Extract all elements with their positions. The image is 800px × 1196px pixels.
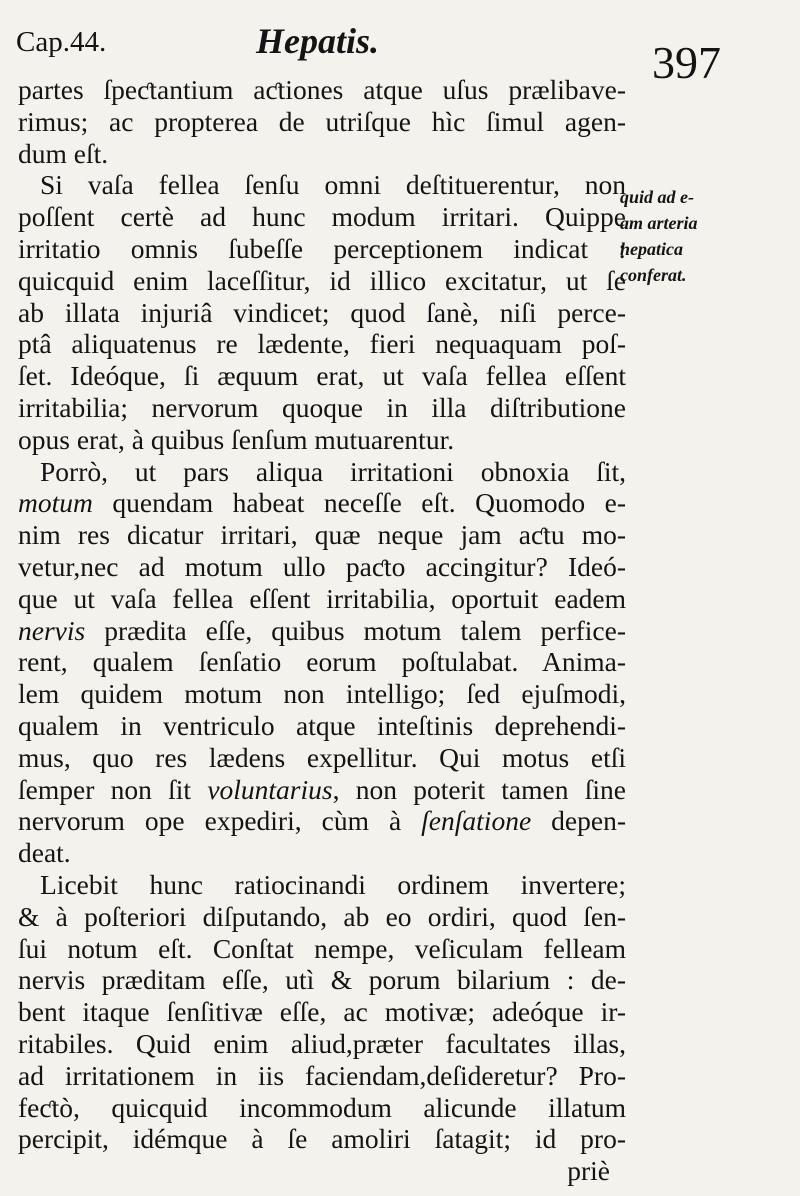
- text-line: feƈtò, quicquid incommodum alicunde illatum: [18, 1091, 626, 1123]
- text-line: rimus; ac propterea de utriſque hìc ſimul agen-: [18, 105, 626, 137]
- text-line: irritabilia; nervorum quoque in illa diſtributione: [18, 391, 626, 423]
- text-span: prædita eſſe, quibus motum talem perfice-: [85, 614, 626, 646]
- text-line: nervis præditam eſſe, utì & porum bilarium : de-: [18, 964, 626, 996]
- catchword: priè: [567, 1155, 610, 1187]
- margin-note-line: conferat.: [620, 265, 687, 285]
- text-line: [18, 615, 626, 647]
- text-span: quendam habeat neceſſe eſt. Quomodo e-: [92, 487, 626, 519]
- text-line: Licebit hunc ratiocinandi ordinem invertere;: [40, 868, 626, 900]
- text-line: partes ſpeƈtantium aƈtiones atque uſus prælibave-: [18, 74, 626, 105]
- text-span: nervorum ope expediri, cùm à: [18, 805, 422, 837]
- italic-word: motum: [18, 487, 93, 519]
- text-line: ritabiles. Quid enim aliud,præter facultates illas,: [18, 1027, 626, 1059]
- text-span: ſemper non ſit: [18, 773, 208, 805]
- text-line: ſui notum eſt. Conſtat nempe, veſiculam felleam: [18, 932, 626, 964]
- text-line: Porrò, ut pars aliqua irritationi obnoxia ſit,: [40, 455, 626, 487]
- margin-note-line: quid ad e-: [620, 187, 694, 207]
- text-line: ſet. Ideóque, ſi æquum erat, ut vaſa fellea eſſent: [18, 360, 626, 392]
- margin-note-line: hepatica: [620, 239, 683, 259]
- text-line: & à poſteriori diſputando, ab eo ordiri, quod ſen-: [18, 900, 626, 932]
- body-text: [18, 74, 626, 1187]
- text-line: Si vaſa fellea ſenſu omni deſtituerentur, non: [40, 169, 626, 201]
- text-line: bent itaque ſenſitivæ eſſe, ac motivæ; adeóque ir-: [18, 996, 626, 1028]
- text-line: percipit, idémque à ſe amoliri ſatagit; id pro-: [18, 1123, 626, 1155]
- text-line: irritatio omnis ſubeſſe perceptionem indicat :: [18, 232, 626, 264]
- text-line: nim res dicatur irritari, quæ neque jam aƈtu mo-: [18, 519, 626, 551]
- italic-word: nervis: [18, 614, 86, 646]
- text-line: [18, 805, 626, 837]
- text-span: , non poterit tamen ſine: [332, 773, 626, 805]
- italic-word: ſenſatione: [421, 805, 532, 837]
- text-line: quicquid enim laceſſitur, id illico excitatur, ut ſe: [18, 264, 626, 296]
- margin-note-line: am arteria: [620, 213, 698, 233]
- text-line: opus erat, à quibus ſenſum mutuarentur.: [18, 423, 455, 455]
- text-line: ptâ aliquatenus re lædente, fieri nequaquam poſ-: [18, 328, 626, 360]
- text-line: ab illata injuriâ vindicet; quod ſanè, niſi perce-: [18, 296, 626, 328]
- text-line: poſſent certè ad hunc modum irritari. Quippe: [18, 201, 626, 233]
- text-line: mus, quo res lædens expellitur. Qui motus etſi: [18, 741, 626, 773]
- text-line: qualem in ventriculo atque inteſtinis deprehendi-: [18, 709, 626, 741]
- text-line: lem quidem motum non intelligo; ſed ejuſmodi,: [18, 678, 626, 710]
- text-line: dum eſt.: [18, 137, 109, 169]
- margin-note: [620, 184, 740, 288]
- text-line: vetur,nec ad motum ullo paƈto accingitur? Ideó-: [18, 550, 626, 582]
- chapter-label: Cap.44.: [16, 26, 107, 58]
- text-line: que ut vaſa fellea eſſent irritabilia, oportuit eadem: [18, 582, 626, 614]
- text-line: rent, qualem ſenſatio eorum poſtulabat. Anima-: [18, 646, 626, 678]
- page-number: 397: [652, 37, 721, 88]
- running-title: Hepatis.: [256, 21, 379, 61]
- text-line: [18, 774, 626, 806]
- text-span: depen-: [531, 805, 626, 837]
- text-line: [18, 487, 626, 519]
- text-line: ad irritationem in iis faciendam,deſideretur? Pro-: [18, 1059, 626, 1091]
- text-line: deat.: [18, 837, 71, 869]
- italic-word: voluntarius: [207, 773, 333, 805]
